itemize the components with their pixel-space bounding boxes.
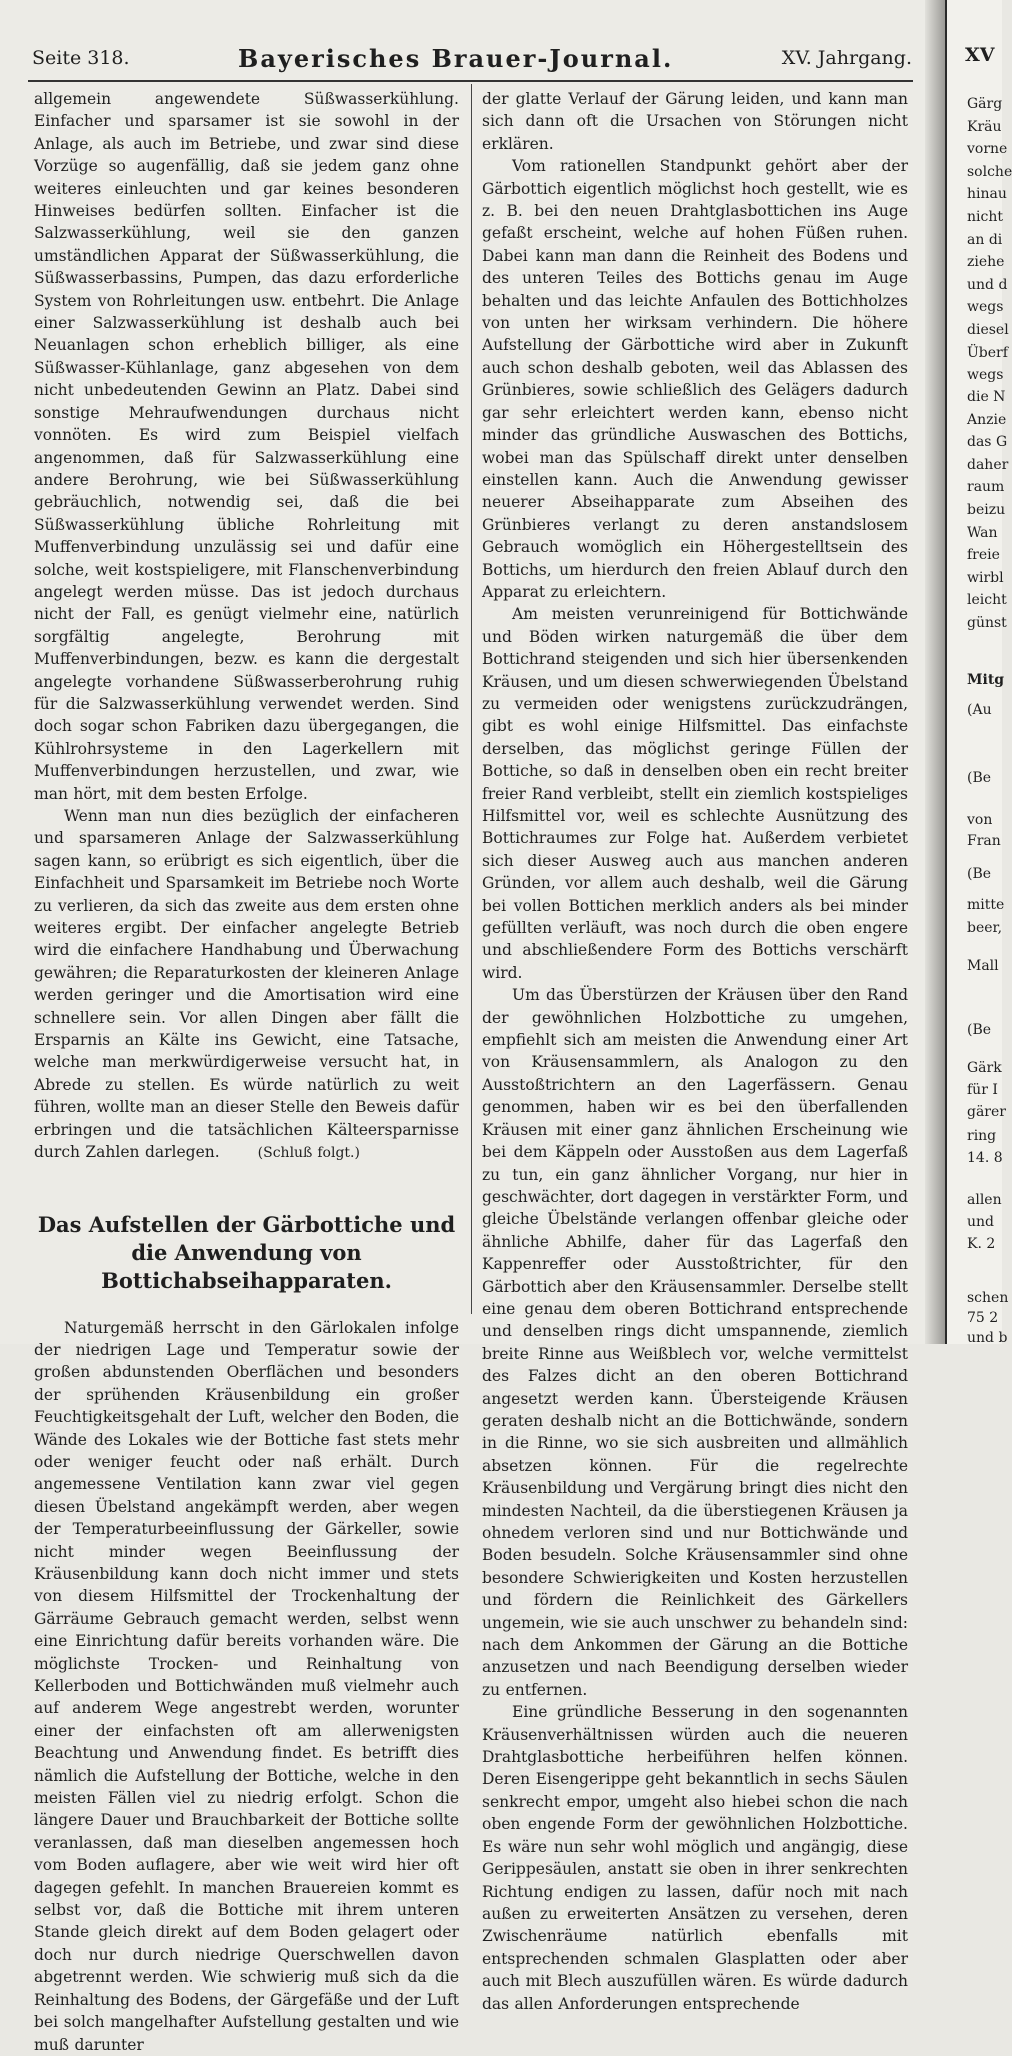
adjacent-text-fragment: (Be	[967, 1022, 992, 1038]
column-divider	[471, 84, 472, 1314]
adjacent-text-fragment: raum	[967, 479, 1005, 495]
adjacent-text-fragment: hinau	[967, 186, 1007, 202]
paragraph: Am meisten verunreinigend für Bottichwände und Böden wirken naturgemäß die über dem Bottichrand steigenden und sich hier übersenkenden Kräusen, und um diesen schwerwiegenden Übelstand zu vermeiden oder wenigstens zurückzudrängen, gibt es wohl einige Hilfsmittel. Das einfachste derselben, das möglichst geringe Füllen der Bottiche, so daß in denselben oben ein recht breiter freier Rand verbleibt, stellt ein ziemlich kostspieliges Hilfsmittel vor, weil es schlechte Ausnützung des Bottichraumes zur Folge hat. Außerdem verbietet sich dieser Ausweg auch aus manchen anderen Gründen, vor allem auch deshalb, weil die Gärung bei vollen Bottichen merklich anders als bei minder gefüllten verläuft, was noch durch die oben engere und abschließendere Form des Bottichs verschärft wird.	[482, 605, 908, 982]
adjacent-text-fragment: mitte	[967, 897, 1005, 913]
adjacent-text-fragment: gärer	[967, 1104, 1006, 1120]
adjacent-text-fragment: beizu	[967, 502, 1006, 518]
adjacent-text-fragment: (Be	[967, 770, 992, 786]
adjacent-text-fragment: (Be	[967, 866, 992, 882]
page-header	[32, 40, 912, 76]
continuation-note: (Schluß folgt.)	[257, 1145, 360, 1162]
paragraph: Um das Überstürzen der Kräusen über den Rand der gewöhnlichen Holzbottiche zu umgehen, empfiehlt sich am meisten die Anwendung einer Art von Kräusensammlern, als Analogon zu den Ausstoßtrichtern an den Lagerfässern. Genau genommen, haben wir es bei den überfallenden Kräusen mit einer ganz ähnlichen Erscheinung wie bei dem Käppeln oder Ausstoßen aus dem Lagerfaß zu tun, ein ganz ähnlicher Vorgang, nur hier in geschwächter, dort dagegen in verstärkter Form, und gleiche Übelstände verlangen offenbar gleiche oder ähnliche Abhilfe, daher für das Lagerfaß den Kappenreffer oder Ausstoßtrichter, für den Gärbottich aber den Kräusensammler. Derselbe stellt eine genau dem oberen Bottichrand entsprechende und denselben rings dicht umspannende, ziemlich breite Rinne aus Weißblech vor, welche vermittelst des Falzes dicht an den oberen Bottichrand angesetzt werden kann. Übersteigende Kräusen geraten deshalb nicht an die Bottichwände, sondern in die Rinne, wo sie sich ausbreiten und allmählich absetzen können. Für die regelrechte Kräusenbildung und Vergärung bringt dies nicht den mindesten Nachteil, da die überstiegenen Kräusen ja ohnedem verloren sind und nur Bottichwände und Boden besudeln. Solche Kräusensammler sind ohne besondere Schwierigkeiten und Kosten herzustellen und fördern die Reinlichkeit des Gärkellers ungemein, wie sie auch unschwer zu behandeln sind: nach dem Ankommen der Gärung an die Bottiche anzusetzen und nach Beendigung derselben wieder zu entfernen.	[482, 986, 908, 1699]
adjacent-text-fragment: nicht	[967, 209, 1003, 225]
adjacent-text-fragment: solche	[967, 164, 1012, 180]
adjacent-text-fragment: Mitg	[967, 672, 1005, 688]
adjacent-text-fragment: Gärk	[967, 1060, 1002, 1076]
paragraph: der glatte Verlauf der Gärung leiden, und kann man sich dann oft die Ursachen von Störungen nicht erklären.	[482, 90, 908, 153]
adjacent-text-fragment: die N	[967, 389, 1006, 405]
adjacent-text-fragment: Überf	[967, 345, 1008, 361]
adjacent-text-fragment: günst	[967, 615, 1007, 631]
adjacent-text-fragment: beer,	[967, 920, 1003, 936]
paragraph: Naturgemäß herrscht in den Gärlokalen infolge der niedrigen Lage und Temperatur sowie der großen abdunstenden Oberflächen und besonders der sprühenden Kräusenbildung ein großer Feuchtigkeitsgehalt der Luft, welcher den Boden, die Wände des Lokales wie der Bottiche fast stets mehr oder weniger feucht oder naß erhält. Durch angemessene Ventilation kann zwar viel gegen diesen Übelstand angekämpft werden, aber wegen der Temperaturbeeinflussung der Gärkeller, sowie nicht minder wegen Beeinflussung der Kräusenbildung kann doch nicht immer und stets von diesem Hilfsmittel der Trockenhaltung der Gärräume Gebrauch gemacht werden, selbst wenn eine Einrichtung dafür bereits vorhanden wäre. Die möglichste Trocken- und Reinhaltung von Kellerboden und Bottichwänden muß vielmehr auch auf anderem Wege angestrebt werden, worunter einer der einfachsten oft am allerwenigsten Beachtung und Anwendung findet. Es betrifft dies nämlich die Aufstellung der Bottiche, welche in den meisten Fällen viel zu niedrig erfolgt. Schon die längere Dauer und Brauchbarkeit der Bottiche sollte veranlassen, daß man dieselben angemessen hoch vom Boden auflagere, aber wie weit wird hier oft dagegen gefehlt. In manchen Brauereien kommt es selbst vor, daß die Bottiche mit ihrem unteren Stande gleich direkt auf dem Boden gelagert oder doch nur durch niedrige Querschwellen davon abgetrennt werden. Wie schwierig muß sich da die Reinhaltung des Bodens, der Gärgefäße und der Luft bei solch mangelhafter Aufstellung gestalten und wie muß darunter	[34, 1318, 459, 2054]
adjacent-text-fragment: 75 2	[967, 1310, 999, 1326]
adjacent-text-fragment: wegs	[967, 367, 1004, 383]
adjacent-text-fragment: Mall	[967, 958, 999, 974]
header-rule	[28, 80, 913, 82]
adjacent-text-fragment: und b	[967, 1330, 1008, 1346]
adjacent-text-fragment: daher	[967, 457, 1009, 473]
adjacent-text-fragment: freie	[967, 547, 1000, 563]
paragraph: allgemein angewendete Süßwasserkühlung. Einfacher und sparsamer ist sie sowohl in der Anlage, als auch im Betriebe, und zwar sind diese Vorzüge so augenfällig, daß sie jedem ganz ohne weiteres einleuchten und gar keines besonderen Hinweises bedürfen sollten. Einfacher ist die Salzwasserkühlung, weil sie den ganzen umständlichen Apparat der Süßwasserkühlung, die Süßwasserbassins, Pumpen, das dazu erforderliche System von Rohrleitungen usw. entbehrt. Die Anlage einer Salzwasserkühlung ist deshalb auch bei Neuanlagen schon erheblich billiger, als eine Süßwasser-Kühlanlage, ganz abgesehen von dem nicht unbedeutenden Gewinn an Platz. Dabei sind sonstige Mehraufwendungen durchaus nicht vonnöten. Es wird zum Beispiel vielfach angenommen, daß für Salzwasserkühlung eine andere Berohrung, wie bei Süßwasserkühlung gebräuchlich, notwendig sei, daß die bei Süßwasserkühlung übliche Rohrleitung mit Muffenverbindung unzulässig sei und dafür eine solche, weit kostspieligere, mit Flanschenverbindung angelegt werden müsse. Das ist jedoch durchaus nicht der Fall, es genügt vielmehr eine, natürlich sorgfältig angelegte, Berohrung mit Muffenverbindungen, bezw. es kann die dergestalt angelegte vorhandene Süßwasserberohrung ruhig für die Salzwasserkühlung verwendet werden. Sind doch sogar schon Fabriken dazu übergegangen, die Kühlrohrsysteme in den Lagerkellern mit Muffenverbindungen herzustellen, und zwar, wie man hört, mit dem besten Erfolge.	[34, 90, 459, 803]
adjacent-text-fragment: 14. 8	[967, 1150, 1003, 1166]
adjacent-page	[945, 0, 1012, 1346]
adjacent-text-fragment: und d	[967, 277, 1008, 293]
volume-label: XV. Jahrgang.	[781, 47, 912, 69]
adjacent-text-fragment: Wan	[967, 525, 998, 541]
right-column	[482, 88, 908, 2015]
adjacent-text-fragment: vorne	[967, 141, 1008, 157]
adjacent-text-fragment: Fran	[967, 833, 1001, 849]
adjacent-text-fragment: K. 2	[967, 1236, 996, 1252]
page-number: Seite 318.	[32, 47, 130, 69]
adjacent-text-fragment: und	[967, 1214, 994, 1230]
adjacent-text-fragment: leicht	[967, 592, 1007, 608]
adjacent-text-fragment: ziehe	[967, 254, 1005, 270]
adjacent-text-fragment: diesel	[967, 322, 1009, 338]
adjacent-text-fragment: Kräu	[967, 119, 1002, 135]
adjacent-text-fragment: allen	[967, 1192, 1002, 1208]
adjacent-page-header: XV	[965, 44, 995, 66]
paragraph: Eine gründliche Besserung in den sogenannten Kräusenverhältnissen würden auch die neueren Drahtglasbottiche herbeiführen helfen können. Deren Eisengerippe geht bekanntlich in sechs Säulen senkrecht empor, umgeht also hiebei schon die nach oben engende Form der gewöhnlichen Holzbottiche. Es wäre nun sehr wohl möglich und angängig, diese Gerippesäulen, anstatt sie oben in ihrer senkrechten Richtung endigen zu lassen, dafür noch mit nach außen zu erweiterten Ansätzen zu versehen, deren Zwischenräume natürlich ebenfalls mit entsprechenden schmalen Glasplatten oder aber auch mit Blech auszufüllen wären. Es würde dadurch das allen Anforderungen entsprechende	[482, 1703, 908, 2013]
adjacent-text-fragment: Anzie	[967, 412, 1007, 428]
adjacent-text-fragment: ring	[967, 1128, 997, 1144]
adjacent-text-fragment: für I	[967, 1082, 998, 1098]
journal-title: Bayerisches Brauer-Journal.	[238, 43, 674, 73]
paragraph	[34, 805, 459, 1165]
adjacent-text-fragment: schen	[967, 1290, 1009, 1306]
page-fold	[925, 0, 945, 1344]
adjacent-text-fragment: an di	[967, 232, 1003, 248]
left-column	[34, 88, 459, 2056]
paragraph-text: Wenn man nun dies bezüglich der einfacheren und sparsameren Anlage der Salzwasserkühlung sagen kann, so erübrigt es sich eigentlich, über die Einfachheit und Sparsamkeit im Betriebe noch Worte zu verlieren, da sich das zweite aus dem ersten ohne weiteres ergibt. Der einfacher angelegte Betrieb wird die einfachere Handhabung und Überwachung gewähren; die Reparaturkosten der kleineren Anlage werden geringer und die Amortisation wird eine schnellere sein. Vor allen Dingen aber fällt die Ersparnis an Kälte ins Gewicht, eine Tatsache, welche man merkwürdigerweise versucht hat, in Abrede zu stellen. Es würde natürlich zu weit führen, wollte man an dieser Stelle den Beweis dafür erbringen und die tatsächlichen Kälteersparnisse durch Zahlen darlegen.	[34, 807, 459, 1162]
adjacent-text-fragment: wirbl	[967, 570, 1004, 586]
paragraph: Vom rationellen Standpunkt gehört aber der Gärbottich eigentlich möglichst hoch gestellt, wie es z. B. bei den neuen Drahtglasbottichen ins Auge gefaßt erscheint, welche auf hohen Füßen ruhen. Dabei kann man dann die Reinheit des Bodens und des unteren Teiles des Bottichs genau im Auge behalten und das leichte Anfaulen des Bottichholzes von unten her wirksam verhindern. Die höhere Aufstellung der Gärbottiche wird aber in Zukunft auch schon deshalb geboten, weil das Ablassen des Grünbieres, sowie schließlich des Gelägers dadurch gar sehr erleichtert werden kann, ebenso nicht minder das gründliche Auswaschen des Bottichs, wobei man das Spülschaff direkt unter denselben einstellen kann. Auch die Anwendung gewisser neuerer Abseihapparate zum Abseihen des Grünbieres verlangt zu deren anstandslosem Gebrauch womöglich ein Höhergestelltsein des Bottichs, um hierdurch den freien Ablauf durch den Apparat zu erleichtern.	[482, 157, 908, 601]
adjacent-text-fragment: (Au	[967, 702, 992, 718]
adjacent-text-fragment: Gärg	[967, 96, 1003, 112]
section-heading: Das Aufstellen der Gärbottiche und die Anwendung von Bottichabseihapparaten.	[37, 1211, 456, 1293]
adjacent-text-fragment: von	[967, 812, 993, 828]
adjacent-text-fragment: das G	[967, 434, 1008, 450]
adjacent-text-fragment: wegs	[967, 299, 1004, 315]
